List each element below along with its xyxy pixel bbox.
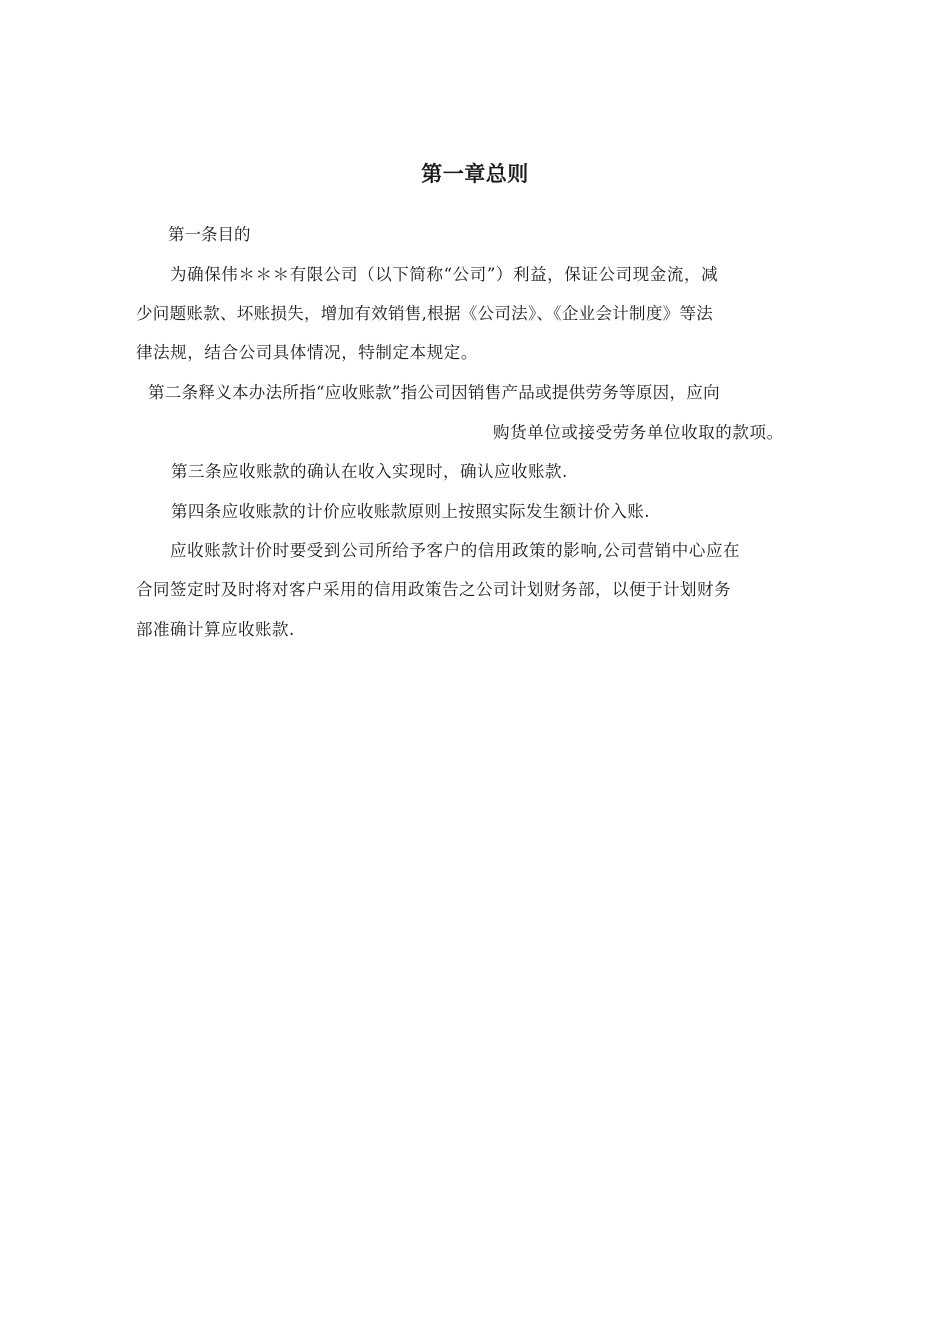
article-1-heading: 第一条目的 xyxy=(168,225,251,244)
article-1-body-line-3: 律法规，结合公司具体情况，特制定本规定。 xyxy=(136,343,478,362)
article-4-note-line-2: 合同签定时及时将对客户采用的信用政策告之公司计划财务部，以便于计划财务 xyxy=(136,580,731,599)
article-4-note-line-3: 部准确计算应收账款. xyxy=(136,620,295,639)
article-1-body-line-2: 少问题账款、坏账损失，增加有效销售,根据《公司法》、《企业会计制度》等法 xyxy=(136,304,714,323)
article-4-note-line-1: 应收账款计价时要受到公司所给予客户的信用政策的影响,公司营销中心应在 xyxy=(170,541,741,560)
article-2-line-2: 购货单位或接受劳务单位收取的款项。 xyxy=(493,423,784,442)
article-2-line-1: 第二条释义本办法所指“应收账款”指公司因销售产品或提供劳务等原因，应向 xyxy=(148,383,720,402)
chapter-title: 第一章总则 xyxy=(421,162,529,186)
article-4: 第四条应收账款的计价应收账款原则上按照实际发生额计价入账. xyxy=(171,502,650,521)
article-3: 第三条应收账款的确认在收入实现时，确认应收账款. xyxy=(171,462,568,481)
article-1-body-line-1: 为确保伟＊＊＊有限公司（以下简称“公司”）利益，保证公司现金流，减 xyxy=(170,265,719,284)
